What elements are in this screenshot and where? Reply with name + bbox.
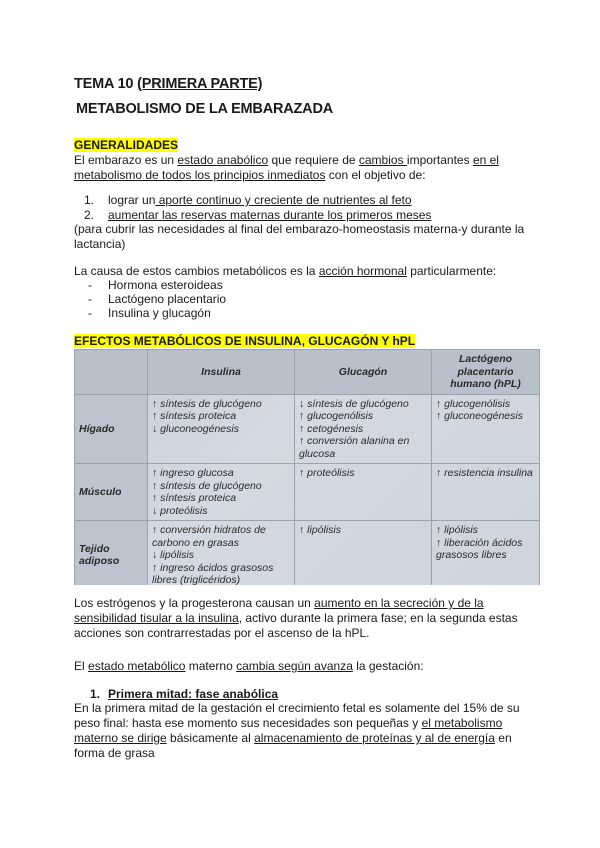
doc-subtitle: METABOLISMO DE LA EMBARAZADA <box>76 101 333 117</box>
doc-title <box>74 76 262 92</box>
table-header-hpl: Lactógeno placentario humano (hPL) <box>432 350 540 395</box>
cell-musculo-glucagon: ↑ proteólisis <box>295 464 432 521</box>
cell-tejido-hpl: ↑ lipólisis ↑ liberación ácidos grasosos libres <box>432 521 540 586</box>
bullet-dash: - <box>88 292 92 306</box>
row-label-higado: Hígado <box>75 394 148 464</box>
para-fase1: En la primera mitad de la gestación el crecimiento fetal es solamente del 15% de su peso final: hasta ese momento sus necesidades son pequeñas y el metabolismo materno se dirige básicamente al almacenamiento de proteínas y al de energía en forma de grasa <box>74 701 520 760</box>
para-estado: El estado metabólico materno cambia según avanza la gestación: <box>74 659 424 673</box>
cell-tejido-glucagon: ↑ lipólisis <box>295 521 432 586</box>
title-underlined: (PRIMERA PARTE) <box>137 76 263 92</box>
heading-generalidades: GENERALIDADES <box>74 138 179 152</box>
efectos-table <box>74 349 540 585</box>
hormona-item-1: Hormona esteroideas <box>108 278 223 292</box>
cell-musculo-insulina: ↑ ingreso glucosa ↑ síntesis de glucógeno ↑ síntesis proteica ↓ proteólisis <box>148 464 295 521</box>
table-header-glucagon: Glucagón <box>295 350 432 395</box>
table-photo <box>74 349 540 585</box>
bullet-dash: - <box>88 278 92 292</box>
hormona-item-3: Insulina y glucagón <box>108 306 211 320</box>
list-number-2: 2. <box>84 208 95 222</box>
list-item-2: aumentar las reservas maternas durante los primeros meses <box>108 208 432 222</box>
table-header-insulina: Insulina <box>148 350 295 395</box>
cell-tejido-insulina: ↑ conversión hidratos de carbono en grasas ↓ lipólisis ↑ ingreso ácidos grasosos libres (triglicéridos) <box>148 521 295 586</box>
row-label-tejido: Tejido adiposo <box>75 521 148 586</box>
fase1-heading: Primera mitad: fase anabólica <box>108 687 279 701</box>
table-header-empty <box>75 350 148 395</box>
bullet-dash: - <box>88 306 92 320</box>
para-estrogenos: Los estrógenos y la progesterona causan un aumento en la secreción y de la sensibilidad tisular a la insulina, activo durante la primera fase; en la segunda estas acciones son contrarrestadas por el ascenso de la hPL. <box>74 596 518 640</box>
hormona-item-2: Lactógeno placentario <box>108 292 227 306</box>
cell-higado-insulina: ↑ síntesis de glucógeno ↑ síntesis proteica ↓ gluconeogénesis <box>148 394 295 464</box>
cell-musculo-hpl: ↑ resistencia insulina <box>432 464 540 521</box>
para-causa: La causa de estos cambios metabólicos es la acción hormonal particularmente: <box>74 264 497 278</box>
list-number-1: 1. <box>84 193 95 207</box>
list-item-1: lograr un aporte continuo y creciente de nutrientes al feto <box>108 193 412 207</box>
cell-higado-hpl: ↑ glucogenólisis ↑ gluconeogénesis <box>432 394 540 464</box>
title-prefix: TEMA 10 <box>74 76 138 92</box>
cell-higado-glucagon: ↓ síntesis de glucógeno ↑ glucogenólisis ↑ cetogénesis ↑ conversión alanina en glucosa <box>295 394 432 464</box>
table-row <box>75 521 540 586</box>
fase1-number: 1. <box>90 687 101 701</box>
para-embarazo: El embarazo es un estado anabólico que requiere de cambios importantes en el metabolismo de todos los principios inmediatos con el objetivo de: <box>74 153 499 182</box>
table-row <box>75 394 540 464</box>
row-label-musculo: Músculo <box>75 464 148 521</box>
para-nota: (para cubrir las necesidades al final del embarazo-homeostasis materna-y durante la lactancia) <box>74 222 525 251</box>
heading-efectos: EFECTOS METABÓLICOS DE INSULINA, GLUCAGÓN Y hPL <box>74 334 416 348</box>
table-row <box>75 464 540 521</box>
